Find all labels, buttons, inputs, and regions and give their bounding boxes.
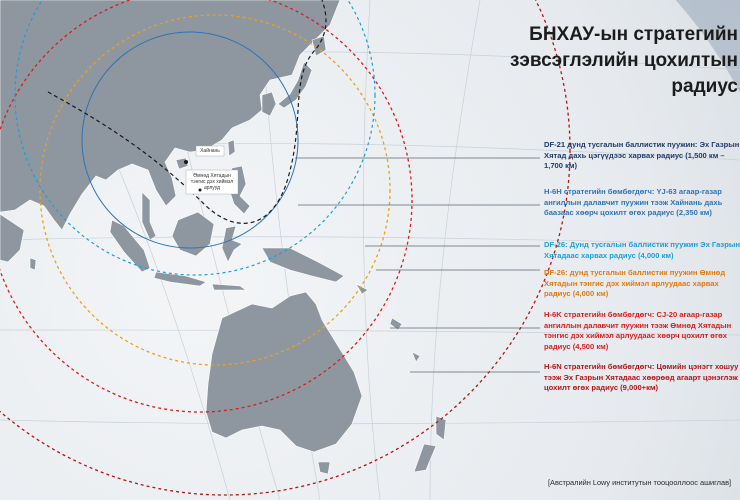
- legend-h6h: H-6H стратегийн бөмбөгдөгч: YJ-63 агаар-газар ангиллын далавчит пуужин тээж Хайнань дахь баазаас хөөрч цохилт өгөх радиус (2,350 км): [544, 187, 723, 217]
- title-line-2: зэвсэглэлийн цохилтын: [509, 50, 738, 71]
- legend-df21: DF-21 дунд тусгалын баллистик пуужин: Эх Газрын Хятад дахь цэгүүдээс харвах радиус (1,500 км – 1,700 км): [544, 140, 740, 170]
- title-line-1: БНХАУ-ын стратегийн: [529, 24, 738, 45]
- source-note: [Австралийн Lowy институтын тооцооллоос ашиглав]: [548, 478, 732, 487]
- hainan-label: Хайнань: [200, 148, 220, 154]
- legend-df26-islands: DF-26: дунд тусгалын баллистик пуужин Өмнөд Хятадын тэнгис дэх хиймэл арлуудаас харвах радиус (4,000 км): [544, 268, 726, 298]
- scs-islands-label: Өмнөд Хятадын тэнгис дэх хиймэл арлууд: [190, 173, 234, 191]
- legend-h6k: H-6K стратегийн бөмбөгдөгч: CJ-20 агаар-газар ангиллын далавчит пуужин тээж Өмнөд Хятадын тэнгис дэх хиймэл арлуудаас хөөрч цохилт өгөх радиус (4,500 км): [544, 310, 732, 351]
- legend-h6n: H-6N стратегийн бөмбөгдөгч: Цөмийн цэнэгт хошуу тээж Эх Газрын Хятадаас хөөрөөд агаарт цэнэглэж цохилт өгөх радиус (9,000+км): [544, 362, 739, 392]
- title-line-3: радиус: [671, 76, 738, 97]
- legend-df26-mainland: DF-26: Дунд тусгалын баллистик пуужин Эх Газрын Хятадаас харвах радиус (4,000 км): [544, 240, 740, 260]
- page-title: [480, 22, 738, 100]
